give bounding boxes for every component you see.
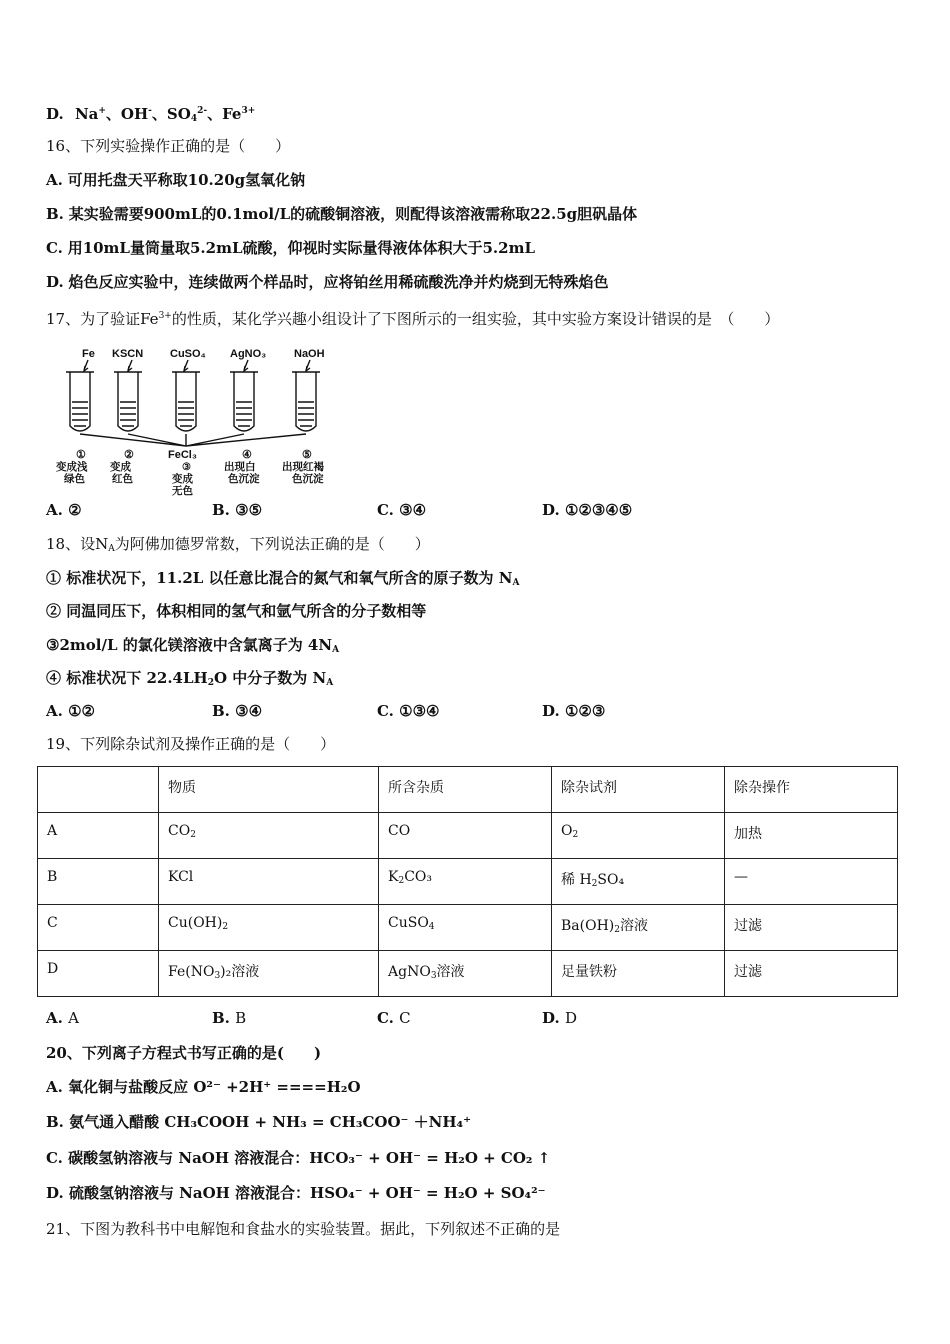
test-tube-diagram [52,346,362,497]
option-letter: A. [46,1009,63,1027]
reagent-label: CuSO₄ [170,348,206,360]
reagent-label: AgNO₃ [230,348,267,360]
cell-text: SO₄ [597,872,625,888]
q18-stem-a: 18、设N [46,535,109,553]
cell-text: 溶液 [436,964,465,980]
subscript: 2 [398,876,405,886]
option-text: ①② [68,702,96,720]
row-label: B [38,859,159,905]
option-text: ①③④ [399,702,440,720]
reagent-cell [552,859,725,905]
q18-option-c [377,701,439,721]
operation-cell: — [725,859,898,905]
q20-option-b [46,1112,471,1132]
table-row [38,951,898,997]
charge: 3+ [158,311,172,321]
q21-stem: 21、下图为教科书中电解饱和食盐水的实验装置。据此，下列叙述不正确的是 [46,1220,561,1238]
subscript: 3 [214,971,221,981]
result-text: 变成浅 [56,461,88,473]
subscript: 3 [430,971,437,981]
purification-table [37,766,898,997]
substance-cell [159,951,379,997]
ion-na: Na [74,105,99,123]
charge: - [148,106,152,116]
q19-option-d [542,1008,577,1028]
row-label: C [38,905,159,951]
reagent-label: Fe [82,348,95,360]
option-text: C [399,1009,411,1027]
option-text: 氨气通入醋酸 CH₃COOH + NH₃ = CH₃COO⁻ ＋NH₄⁺ [69,1113,472,1131]
q20-option-a [46,1077,361,1097]
reagent-cell [552,813,725,859]
operation-cell: 过滤 [725,951,898,997]
option-letter: D. [46,273,64,291]
result-text: 变成 [110,461,131,473]
subscript: 4 [190,114,198,124]
cell-text: )₂溶液 [220,964,260,980]
option-text: 焰色反应实验中，连续做两个样品时，应将铂丝用稀硫酸洗净并灼烧到无特殊焰色 [68,273,609,291]
substance-cell [159,813,379,859]
q17-option-c [377,500,426,520]
option-letter: B. [212,1009,230,1027]
option-letter: A. [46,702,63,720]
result-text: 无色 [172,485,193,497]
q18-statement-2: ② 同温同压下，体积相同的氢气和氩气所含的分子数相等 [46,602,427,620]
result-text: 出现白 [224,461,256,473]
cell-text: 稀 H [561,872,592,888]
option-text: D [564,1009,577,1027]
result-text: 出现红褐 [282,461,324,473]
cell-text: Cu(OH) [168,915,223,931]
q17-options [46,500,906,520]
table-row [38,813,898,859]
statement-text: ④ 标准状况下 22.4LH [46,669,208,687]
header-cell [38,767,159,813]
option-letter: A. [46,171,63,189]
header-cell: 除杂操作 [725,767,898,813]
option-text: ①②③④⑤ [564,501,633,519]
reagent-label: NaOH [294,348,325,360]
row-label: D [38,951,159,997]
table-row [38,859,898,905]
reagent-label: KSCN [112,348,144,360]
q19-stem: 19、下列除杂试剂及操作正确的是（ ） [46,735,336,753]
option-letter: D. [46,105,64,123]
option-text: 硫酸氢钠溶液与 NaOH 溶液混合：HSO₄⁻ + OH⁻ = H₂O + SO₄²⁻ [68,1184,546,1202]
option-text: 某实验需要900mL的0.1mol/L的硫酸铜溶液，则配得该溶液需称取22.5g胆矾晶体 [68,205,638,223]
subscript: 4 [428,922,435,932]
charge: 2- [197,106,208,116]
cell-text: Ba(OH) [561,918,615,934]
cell-text: O [561,823,573,839]
q18-statement-4 [46,668,333,693]
q16-option-c [46,238,535,258]
subscript: A [326,678,334,688]
subscript: A [512,578,520,588]
option-letter: C. [377,1009,394,1027]
result-text: 红色 [112,473,133,485]
ion-oh: 、OH [105,105,149,123]
subscript: 2 [190,830,196,840]
option-letter: A. [46,1078,63,1096]
subscript: A [332,645,340,655]
option-letter: C. [377,501,394,519]
option-text: 用10mL量筒量取5.2mL硫酸，仰视时实际量得液体体积大于5.2mL [67,239,536,257]
option-text: ③⑤ [235,501,263,519]
impurity-cell [379,813,552,859]
q17-stem [46,306,779,329]
statement-text: ③2mol/L 的氯化镁溶液中含氯离子为 4N [46,636,333,654]
option-text: ③④ [235,702,263,720]
substance-cell [159,859,379,905]
reagent-cell [552,905,725,951]
q20-option-d [46,1183,546,1203]
table-header-row [38,767,898,813]
impurity-cell [379,905,552,951]
q16-option-b [46,204,637,224]
q19-option-c [377,1008,411,1028]
tube-number: ④ [242,449,252,461]
statement-text: O 中分子数为 N [213,669,327,687]
statement-text: ① 标准状况下，11.2L 以任意比混合的氮气和氧气所含的原子数为 N [46,569,513,587]
option-letter: B. [212,702,230,720]
option-letter: C. [46,1149,63,1167]
option-text: ①②③ [564,702,606,720]
impurity-cell [379,951,552,997]
q18-stem [46,534,430,559]
cell-text: 溶液 [619,918,648,934]
subscript: 2 [572,830,579,840]
cell-text: CO₃ [404,869,433,885]
tube-number: ③ [182,462,191,473]
tube-number: ⑤ [302,449,312,461]
cell-text: Fe(NO [168,964,215,980]
result-text: 变成 [172,473,193,485]
center-label: FeCl₃ [168,449,197,461]
option-letter: C. [377,702,394,720]
row-label: A [38,813,159,859]
result-text: 色沉淀 [292,473,324,485]
option-letter: C. [46,239,63,257]
tube-number: ② [124,449,134,461]
subscript: 2 [591,879,598,889]
option-letter: D. [542,1009,560,1027]
subscript: A [108,544,115,554]
result-text: 色沉淀 [228,473,260,485]
q19-option-b [212,1008,246,1028]
cell-text: 足量铁粉 [561,964,617,980]
operation-cell: 过滤 [725,905,898,951]
q18-options [46,701,906,721]
q20-option-c [46,1148,550,1168]
table-row [38,905,898,951]
result-text: 绿色 [64,473,85,485]
q18-option-a [46,701,95,721]
cell-text: KCl [168,869,194,885]
option-letter: B. [46,1113,64,1131]
cell-text: CO [168,823,191,839]
q19-option-a [46,1008,79,1028]
impurity-cell [379,859,552,905]
charge: + [98,106,106,116]
reagent-cell [552,951,725,997]
q18-option-d [542,701,605,721]
option-letter: B. [212,501,230,519]
q18-statement-3 [46,635,339,660]
option-letter: A. [46,501,63,519]
cell-text: K [388,869,399,885]
header-cell: 所含杂质 [379,767,552,813]
ion-so4: 、SO [151,105,191,123]
cell-text: AgNO [388,964,431,980]
option-text: A [68,1009,79,1027]
q18-option-b [212,701,262,721]
header-cell: 除杂试剂 [552,767,725,813]
cell-text: CO [388,823,411,839]
q18-statement-1 [46,568,519,593]
q20-stem: 20、下列离子方程式书写正确的是( ) [46,1044,322,1062]
q17-option-b [212,500,262,520]
q17-stem-b: 的性质，某化学兴趣小组设计了下图所示的一组实验，其中实验方案设计错误的是 （ ） [171,310,780,328]
option-text: B [235,1009,247,1027]
q19-options [46,1008,906,1028]
charge: 3+ [241,106,256,116]
q16-option-a [46,170,305,190]
subscript: 2 [207,678,214,688]
option-letter: B. [46,205,64,223]
option-letter: D. [46,1184,64,1202]
tube-number: ① [76,449,86,461]
q17-stem-a: 17、为了验证Fe [46,310,159,328]
substance-cell [159,905,379,951]
cell-text: CuSO [388,915,429,931]
q17-option-d [542,500,632,520]
q18-stem-b: 为阿佛加德罗常数，下列说法正确的是（ ） [114,535,430,553]
option-text: ③④ [399,501,427,519]
q16-stem: 16、下列实验操作正确的是（ ） [46,137,291,155]
operation-cell: 加热 [725,813,898,859]
subscript: 2 [222,922,229,932]
q16-option-d [46,272,609,292]
option-text: 氧化铜与盐酸反应 O²⁻ +2H⁺ ====H₂O [68,1078,361,1096]
option-text: 可用托盘天平称取10.20g氢氧化钠 [67,171,306,189]
option-text: ② [68,501,82,519]
option-letter: D. [542,501,560,519]
q17-option-a [46,500,82,520]
subscript: 2 [614,925,620,935]
option-letter: D. [542,702,560,720]
header-cell: 物质 [159,767,379,813]
q15-option-d [46,101,255,129]
option-text: 碳酸氢钠溶液与 NaOH 溶液混合：HCO₃⁻ + OH⁻ = H₂O + CO₂ ↑ [68,1149,551,1167]
ion-fe: 、Fe [207,105,242,123]
